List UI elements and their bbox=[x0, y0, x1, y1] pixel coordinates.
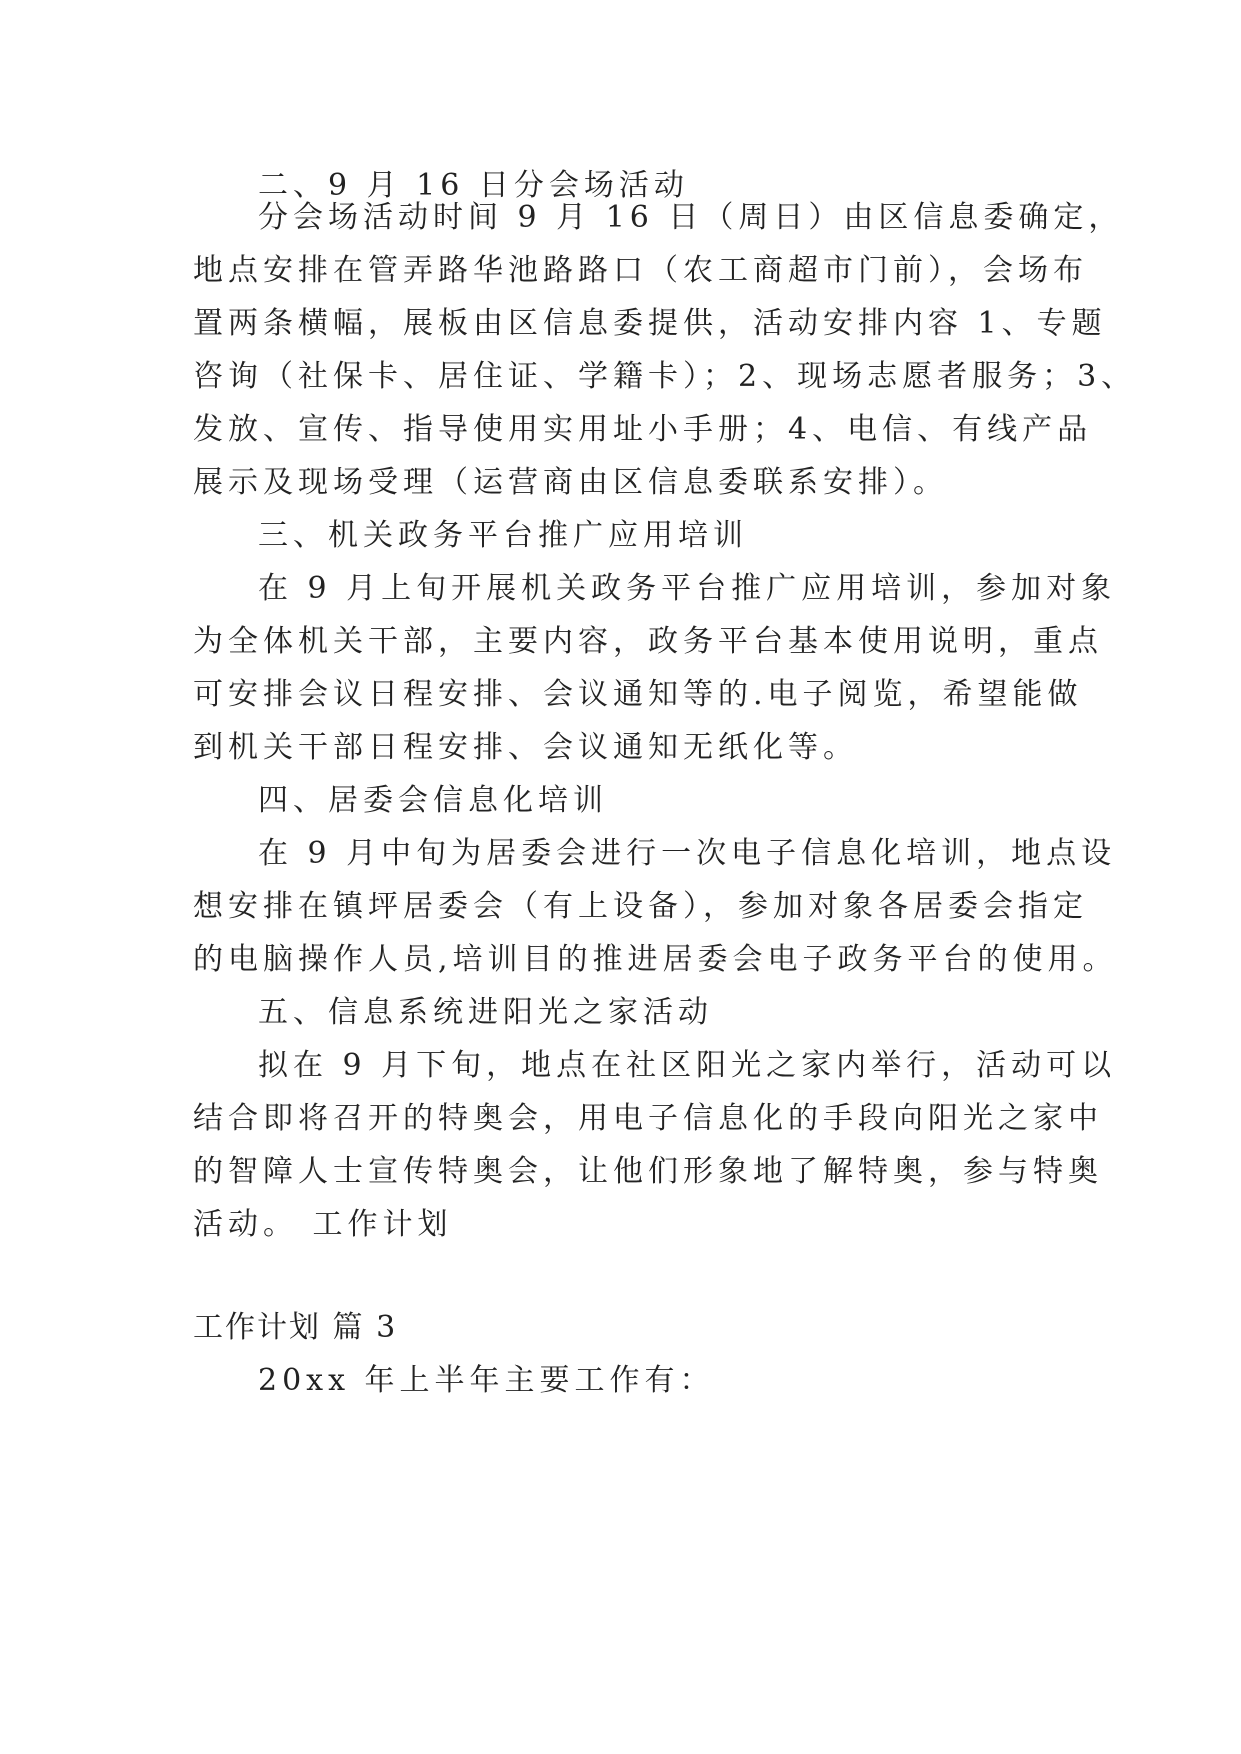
paragraph-line: 咨询（社保卡、居住证、学籍卡）；2、现场志愿者服务；3、 bbox=[193, 359, 1137, 394]
paragraph-line: 分会场活动时间 9 月 16 日（周日）由区信息委确定， bbox=[258, 200, 1124, 235]
paragraph-line: 的电脑操作人员,培训目的推进居委会电子政务平台的使用。 bbox=[193, 942, 1118, 977]
heading-line: 二、9 月 16 日分会场活动 bbox=[258, 168, 689, 203]
heading-line: 四、居委会信息化培训 bbox=[258, 783, 608, 818]
heading-line: 三、机关政务平台推广应用培训 bbox=[258, 518, 748, 553]
paragraph-line: 的智障人士宣传特奥会，让他们形象地了解特奥，参与特奥 bbox=[193, 1154, 1103, 1189]
paragraph-line: 20xx 年上半年主要工作有： bbox=[258, 1363, 715, 1398]
paragraph-line: 为全体机关干部，主要内容，政务平台基本使用说明，重点 bbox=[193, 624, 1103, 659]
section-heading: 工作计划 篇 3 bbox=[193, 1310, 398, 1345]
paragraph-line: 置两条横幅，展板由区信息委提供，活动安排内容 1、专题 bbox=[193, 306, 1107, 341]
paragraph-line: 可安排会议日程安排、会议通知等的.电子阅览，希望能做 bbox=[193, 677, 1083, 712]
paragraph-line: 展示及现场受理（运营商由区信息委联系安排）。 bbox=[193, 465, 948, 500]
paragraph-line: 拟在 9 月下旬，地点在社区阳光之家内举行，活动可以 bbox=[258, 1048, 1117, 1083]
paragraph-line: 想安排在镇坪居委会（有上设备），参加对象各居委会指定 bbox=[193, 889, 1088, 924]
paragraph-line: 到机关干部日程安排、会议通知无纸化等。 bbox=[193, 730, 858, 765]
heading-line: 五、信息系统进阳光之家活动 bbox=[258, 995, 713, 1030]
paragraph-line: 活动。 工作计划 bbox=[193, 1207, 453, 1242]
paragraph-line: 结合即将召开的特奥会，用电子信息化的手段向阳光之家中 bbox=[193, 1101, 1103, 1136]
paragraph-line: 在 9 月中旬为居委会进行一次电子信息化培训，地点设 bbox=[258, 836, 1117, 871]
paragraph-line: 发放、宣传、指导使用实用址小手册；4、电信、有线产品 bbox=[193, 412, 1093, 447]
paragraph-line: 地点安排在管弄路华池路路口（农工商超市门前），会场布 bbox=[193, 253, 1088, 288]
paragraph-line: 在 9 月上旬开展机关政务平台推广应用培训，参加对象 bbox=[258, 571, 1117, 606]
